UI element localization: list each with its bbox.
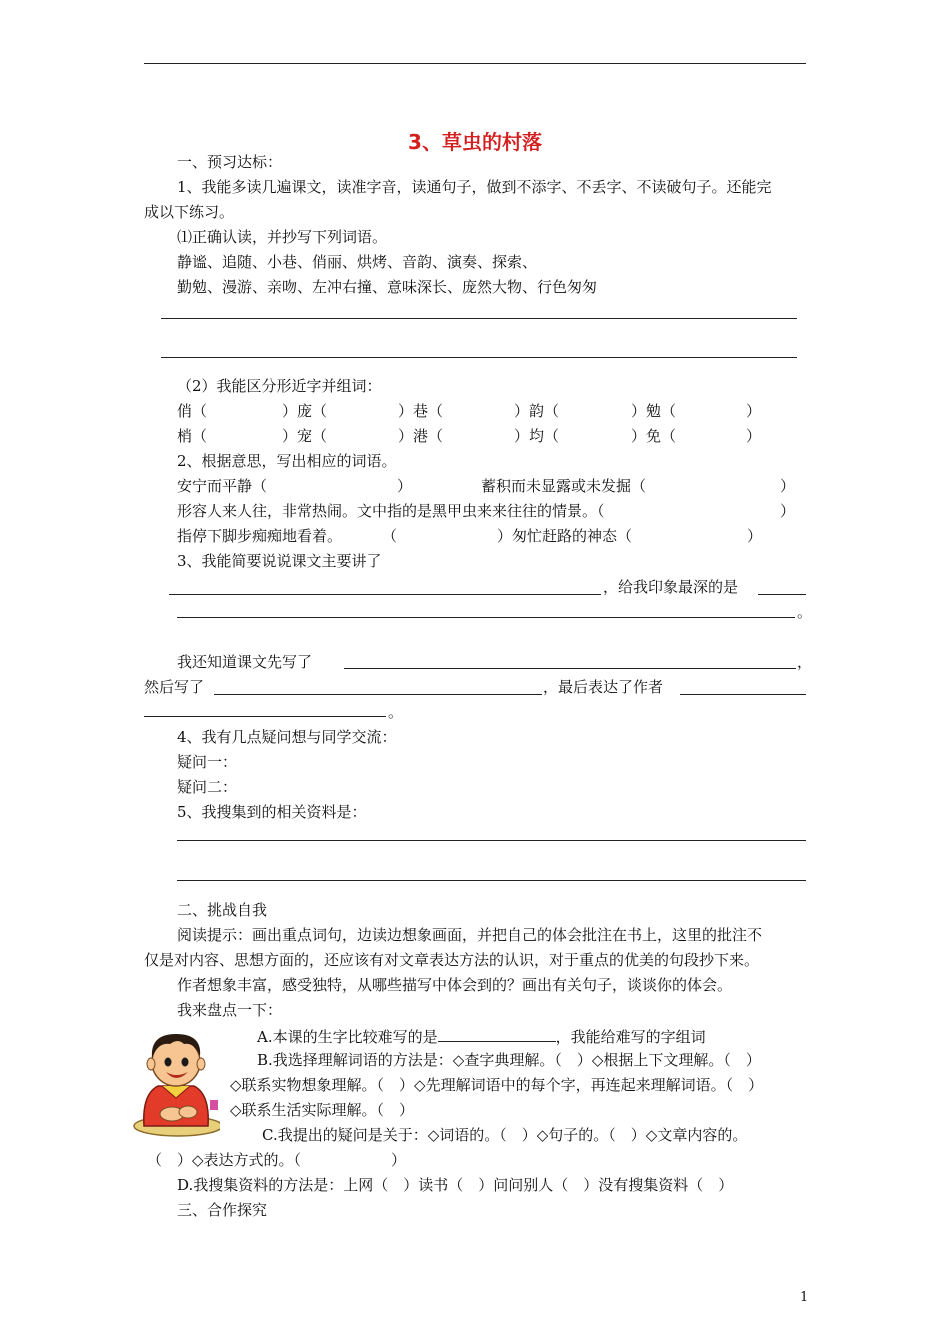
- item2-label: 2、根据意思，写出相应的词语。: [177, 452, 397, 470]
- lesson-title: 3、草虫的村落: [408, 130, 542, 154]
- review-b-line2: ◇联系实物想象理解。（ ）◇先理解词语中的每个字，再连起来理解词语。（ ）: [230, 1076, 764, 1094]
- finally-label: ，最后表达了作者: [543, 678, 664, 696]
- review-a-suffix: ，我能给难写的字组词: [555, 1028, 706, 1046]
- item3-label: 3、我能简要说说课文主要讲了: [177, 552, 382, 570]
- words-line1: 静谧、追随、小巷、俏丽、烘烤、音韵、演奏、探索、: [177, 253, 538, 271]
- period: 。: [797, 603, 813, 621]
- meaning-1: 安宁而平静（: [177, 477, 268, 495]
- review-b-line3: ◇联系生活实际理解。（ ）: [230, 1101, 415, 1119]
- sub1-label: ⑴正确认读，并抄写下列词语。: [177, 228, 388, 246]
- section2-heading: 二、挑战自我: [177, 901, 268, 919]
- tip-line1: 阅读提示：画出重点词句，边读边想象画面，并把自己的体会批注在书上，这里的批注不: [177, 926, 763, 944]
- char-pair: ）宠（: [282, 427, 328, 445]
- char-pair: ）免（: [631, 427, 677, 445]
- paren-close: ）: [780, 502, 796, 520]
- char-pair: ）: [746, 402, 762, 420]
- char-pair: ）勉（: [631, 402, 677, 420]
- answer-line: [161, 318, 797, 319]
- review-a: [257, 1025, 706, 1047]
- review-a-prefix: A.本课的生字比较难写的是: [257, 1028, 438, 1046]
- review-b-line1: B.我选择理解词语的方法是：◇查字典理解。（ ）◇根据上下文理解。（ ）: [257, 1051, 761, 1069]
- boy-illustration: [128, 1022, 220, 1140]
- item1-line1: 1、我能多读几遍课文，读准字音，读通句子，做到不添字、不丢字、不读破句子。还能完: [177, 178, 772, 196]
- section1-heading: 一、预习达标：: [177, 153, 283, 171]
- paren-close: ）: [780, 477, 796, 495]
- char-pair: ）巷（: [398, 402, 444, 420]
- review-d: D.我搜集资料的方法是：上网（ ）读书（ ）问问别人（ ）没有搜集资料（ ）: [177, 1176, 734, 1194]
- item5-label: 5、我搜集到的相关资料是：: [177, 803, 367, 821]
- meaning-5: ）匆忙赶路的神态（: [497, 527, 633, 545]
- char-pair: ）: [746, 427, 762, 445]
- then-label: 然后写了: [144, 678, 205, 696]
- imagine-question: 作者想象丰富，感受独特，从哪些描写中体会到的？画出有关句子，谈谈你的体会。: [177, 976, 733, 994]
- answer-line: [169, 594, 601, 595]
- char-pair: ）港（: [398, 427, 444, 445]
- answer-line: [161, 357, 797, 358]
- item1-line2: 成以下练习。: [144, 203, 235, 221]
- page-number: 1: [800, 1290, 809, 1305]
- answer-line: [177, 617, 795, 618]
- char-pair: ）韵（: [514, 402, 560, 420]
- meaning-2: 蓄积而未显露或未发掘（: [481, 477, 647, 495]
- words-line2: 勤勉、漫游、亲吻、左冲右撞、意味深长、庞然大物、行色匆匆: [177, 278, 598, 296]
- char-pair: 梢（: [177, 427, 208, 445]
- period: 。: [388, 703, 404, 721]
- review-c-line1: C.我提出的疑问是关于：◇词语的。（ ）◇句子的。（ ）◇文章内容的。: [262, 1126, 748, 1144]
- question-1: 疑问一：: [177, 753, 238, 771]
- item3-mid: ，给我印象最深的是: [603, 578, 739, 596]
- char-pair: ）均（: [514, 427, 560, 445]
- comma: ，: [797, 653, 813, 671]
- answer-line: [758, 594, 806, 595]
- review-label: 我来盘点一下：: [177, 1001, 283, 1019]
- item4-label: 4、我有几点疑问想与同学交流：: [177, 728, 397, 746]
- answer-blank: [438, 1025, 556, 1042]
- answer-line: [144, 716, 386, 717]
- answer-line: [177, 840, 806, 841]
- also-label: 我还知道课文先写了: [177, 653, 313, 671]
- paren-close: ）: [397, 477, 413, 495]
- paren-close: ）: [747, 527, 763, 545]
- sub2-label: （2）我能区分形近字并组词：: [177, 377, 382, 395]
- answer-line: [344, 668, 796, 669]
- header-rule: [144, 63, 806, 64]
- review-c-line2: （ ）◇表达方式的。（ ）: [147, 1151, 407, 1169]
- paren-open: （: [382, 527, 398, 545]
- answer-line: [680, 694, 806, 695]
- char-pair: ）庞（: [282, 402, 328, 420]
- section3-heading: 三、合作探究: [177, 1201, 268, 1219]
- char-pair: 俏（: [177, 402, 208, 420]
- meaning-3: 形容人来人往，非常热闹。文中指的是黑甲虫来来往往的情景。（: [177, 502, 605, 520]
- answer-line: [177, 880, 806, 881]
- meaning-4: 指停下脚步痴痴地看着。: [177, 527, 343, 545]
- answer-line: [214, 694, 542, 695]
- question-2: 疑问二：: [177, 778, 238, 796]
- tip-line2: 仅是对内容、思想方面的，还应该有对文章表达方法的认识，对于重点的优美的句段抄下来。: [144, 951, 760, 969]
